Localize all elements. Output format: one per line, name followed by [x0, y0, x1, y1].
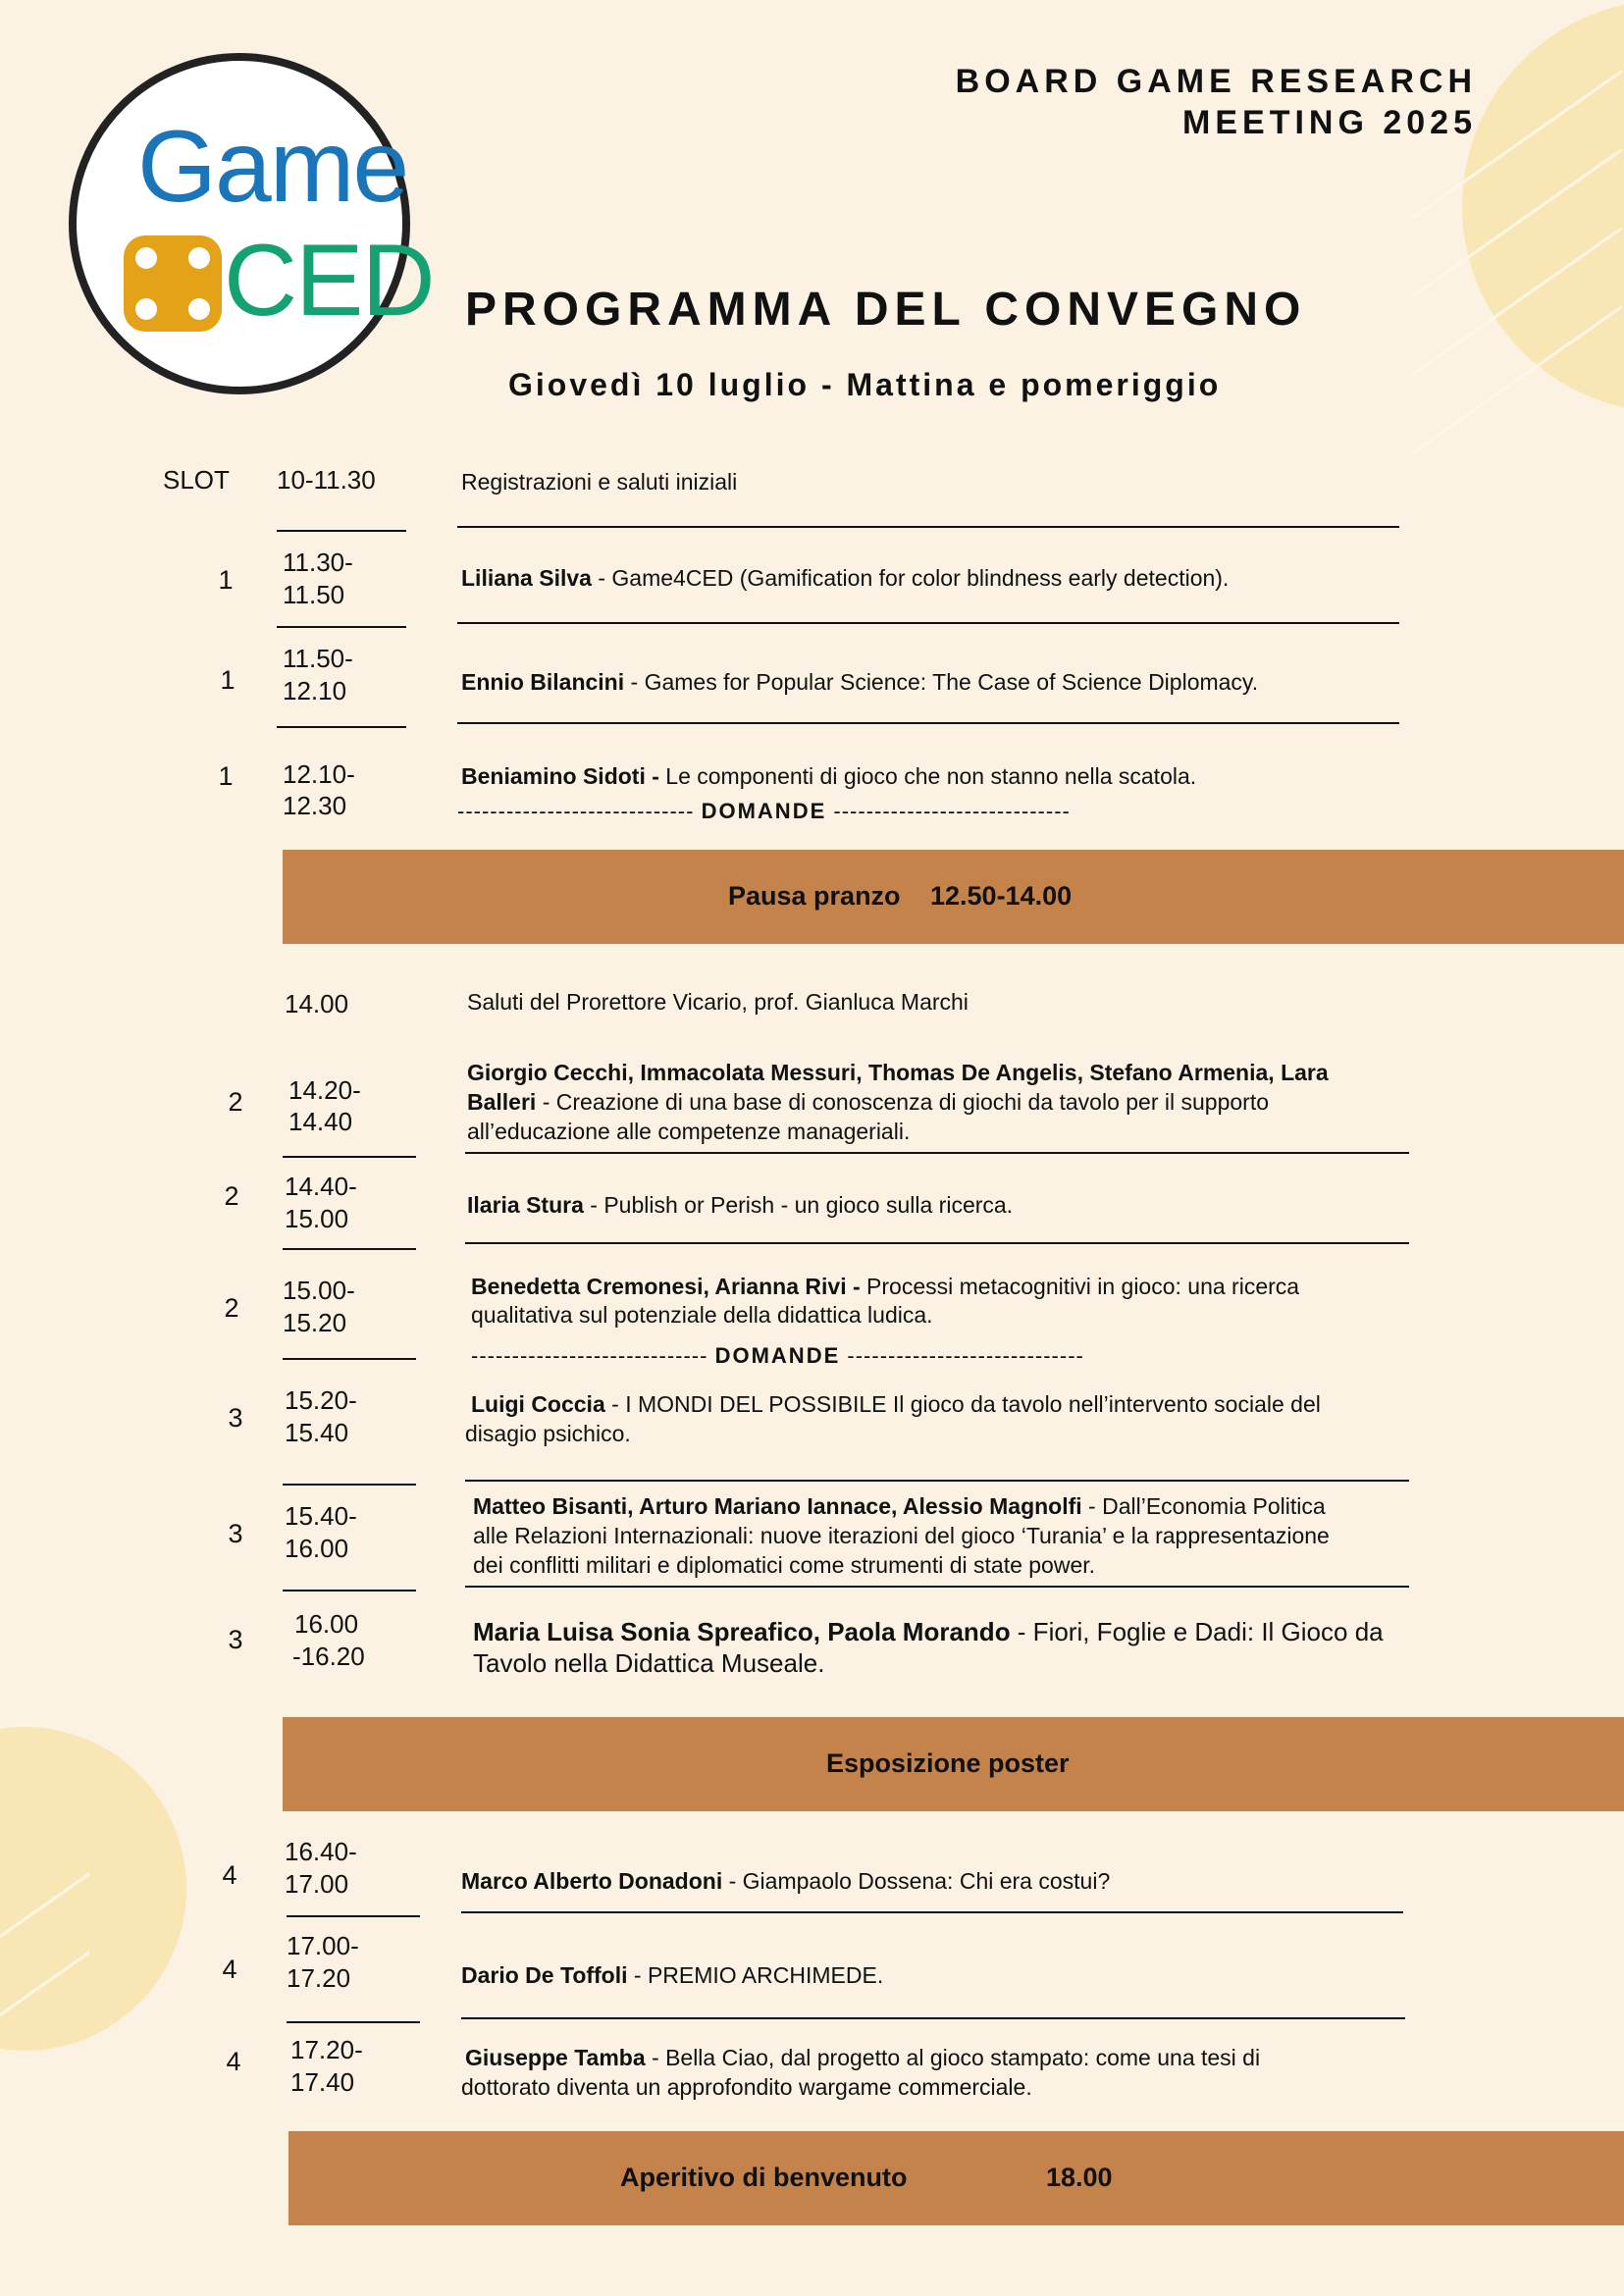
game4ced-logo	[69, 53, 434, 394]
divider	[457, 622, 1399, 624]
talk-author: Maria Luisa Sonia Spreafico, Paola Morando	[473, 1617, 1011, 1646]
talk-title-cont: dei conflitti militari e diplomatici come strumenti di state power.	[473, 1552, 1096, 1578]
talk-title: - Creazione di una base di conoscenza di giochi da tavolo per il supporto	[536, 1089, 1270, 1115]
talk-entry	[461, 1960, 883, 1990]
talk-entry	[461, 761, 1196, 791]
talk-entry	[471, 1389, 1321, 1419]
time-end: 16.00	[285, 1534, 349, 1563]
dashes: -----------------------------	[457, 799, 695, 823]
talk-title: Processi metacognitivi in gioco: una ricerca	[866, 1274, 1300, 1299]
talk-author: Giorgio Cecchi, Immacolata Messuri, Thomas De Angelis, Stefano Armenia, Lara	[467, 1060, 1329, 1085]
logo-word-ced: CED	[224, 224, 434, 338]
slot-number: 3	[228, 1625, 243, 1654]
talk-title: - Fiori, Foglie e Dadi: Il Gioco da	[1010, 1617, 1384, 1646]
talk-author: Ilaria Stura	[467, 1192, 584, 1218]
time-start: 14.40-	[285, 1172, 357, 1201]
talk-author: Ennio Bilancini	[461, 669, 625, 695]
dice-icon	[124, 235, 222, 332]
time: 14.00	[285, 989, 349, 1018]
divider	[465, 1152, 1409, 1154]
conference-line-1: BOARD GAME RESEARCH	[955, 63, 1477, 100]
divider	[457, 526, 1399, 528]
talk-title: - I MONDI DEL POSSIBILE Il gioco da tavolo nell’intervento sociale del	[604, 1391, 1321, 1417]
talk-title: - Game4CED (Gamification for color blindness early detection).	[591, 565, 1230, 591]
slot-number: 2	[224, 1181, 239, 1211]
talk-entry	[473, 1615, 1384, 1648]
talk-title-cont: Tavolo nella Didattica Museale.	[473, 1648, 825, 1678]
time-end: 11.50	[283, 580, 345, 609]
talk-title: - Giampaolo Dossena: Chi era costui?	[722, 1868, 1111, 1894]
aperitivo-time: 18.00	[1046, 2163, 1113, 2192]
talk-entry	[461, 1866, 1110, 1896]
talk-title: - Dall’Economia Politica	[1081, 1493, 1326, 1519]
program-subtitle: Giovedì 10 luglio - Mattina e pomeriggio	[508, 367, 1222, 402]
time-end: 15.40	[285, 1418, 349, 1447]
slot-number: 4	[226, 2047, 241, 2076]
divider	[461, 1911, 1403, 1913]
slot-number: 1	[220, 665, 236, 695]
time-start: 17.20-	[290, 2035, 363, 2064]
dashes: -----------------------------	[833, 799, 1071, 823]
talk-title: - Bella Ciao, dal progetto al gioco stampato: come una tesi di	[645, 2045, 1261, 2070]
talk-entry	[461, 563, 1229, 593]
talk-title: - Publish or Perish - un gioco sulla ricerca.	[583, 1192, 1014, 1218]
lunch-label: Pausa pranzo	[728, 881, 901, 911]
divider	[287, 1915, 420, 1917]
talk-title: Le componenti di gioco che non stanno nella scatola.	[665, 763, 1197, 789]
questions-separator	[457, 799, 1071, 824]
poster-session-band	[283, 1717, 1624, 1811]
slot-number: 3	[228, 1403, 243, 1433]
time-end: 15.20	[283, 1308, 347, 1337]
aperitivo-label: Aperitivo di benvenuto	[620, 2163, 908, 2192]
divider	[465, 1586, 1409, 1588]
time-start: 14.20-	[288, 1075, 361, 1105]
time-end: 17.00	[285, 1869, 349, 1899]
lunch-break-band	[283, 850, 1624, 944]
talk-author: Liliana Silva	[461, 565, 592, 591]
time-start: 17.00-	[287, 1931, 359, 1960]
program-title: PROGRAMMA DEL CONVEGNO	[465, 284, 1307, 336]
slot-number: 1	[218, 565, 234, 595]
talk-authors	[467, 1058, 1329, 1087]
time-end: 14.40	[288, 1107, 353, 1136]
slot-number: 2	[224, 1293, 239, 1323]
divider	[283, 1590, 416, 1592]
divider	[277, 726, 406, 728]
divider	[287, 2021, 420, 2023]
divider	[277, 530, 406, 532]
time-end: 17.40	[290, 2067, 355, 2097]
talk-title-cont: alle Relazioni Internazionali: nuove iterazioni del gioco ‘Turania’ e la rappresentazione	[473, 1523, 1330, 1548]
time-end: 12.10	[283, 676, 347, 705]
talk-author: Matteo Bisanti, Arturo Mariano Iannace, Alessio Magnolfi	[473, 1493, 1082, 1519]
talk-title-cont: disagio psichico.	[465, 1421, 631, 1446]
time-start: 12.10-	[283, 759, 355, 789]
talk-entry	[473, 1491, 1326, 1521]
talk-entry	[461, 667, 1258, 697]
poster-label: Esposizione poster	[826, 1748, 1070, 1778]
time-start: 15.20-	[285, 1385, 357, 1415]
slot-number: 1	[218, 761, 234, 791]
slot-number: 4	[222, 1955, 237, 1984]
talk-author: Dario De Toffoli	[461, 1962, 628, 1988]
talk-entry	[467, 1190, 1013, 1220]
talk-title-cont: all’educazione alle competenze manageriali.	[467, 1119, 911, 1144]
talk-title-cont: qualitativa sul potenziale della didattica ludica.	[471, 1302, 933, 1328]
slot-number: 4	[222, 1860, 237, 1890]
time-start: 16.40-	[285, 1837, 357, 1866]
aperitivo-band	[288, 2131, 1624, 2225]
dashes: -----------------------------	[471, 1343, 708, 1368]
talk-entry	[465, 2043, 1260, 2072]
slot-number: 2	[228, 1087, 243, 1117]
time-start: 16.00	[294, 1609, 359, 1639]
divider	[277, 626, 406, 628]
talk-author: Benedetta Cremonesi, Arianna Rivi -	[471, 1274, 867, 1299]
logo-word-game: Game	[137, 110, 408, 224]
questions-label: DOMANDE	[701, 799, 827, 823]
talk-entry	[467, 1087, 1269, 1117]
talk-entry	[471, 1272, 1299, 1301]
divider	[465, 1242, 1409, 1244]
talk-author: Beniamino Sidoti -	[461, 763, 666, 789]
divider	[465, 1480, 1409, 1482]
time-end: 15.00	[285, 1204, 349, 1233]
questions-label: DOMANDE	[714, 1343, 841, 1368]
time-end: 17.20	[287, 1963, 351, 1993]
divider	[461, 2017, 1405, 2019]
welcome-text: Saluti del Prorettore Vicario, prof. Gianluca Marchi	[467, 989, 969, 1015]
time-end: 12.30	[283, 791, 347, 820]
time-end: -16.20	[292, 1642, 365, 1671]
time-start: 11.50-	[283, 644, 353, 673]
questions-separator	[471, 1343, 1084, 1369]
time-start: 15.00-	[283, 1276, 355, 1305]
divider	[457, 722, 1399, 724]
divider	[283, 1248, 416, 1250]
time-start: 15.40-	[285, 1501, 357, 1531]
slot-column-header: SLOT	[163, 465, 230, 495]
talk-title: - PREMIO ARCHIMEDE.	[627, 1962, 884, 1988]
talk-title-cont: dottorato diventa un approfondito wargame commerciale.	[461, 2074, 1032, 2100]
divider	[283, 1156, 416, 1158]
talk-title: - Games for Popular Science: The Case of Science Diplomacy.	[624, 669, 1259, 695]
lunch-time: 12.50-14.00	[930, 881, 1073, 911]
conference-line-2: MEETING 2025	[1182, 104, 1477, 141]
talk-author: Giuseppe Tamba	[465, 2045, 646, 2070]
conference-name	[956, 61, 1477, 143]
talk-author: Balleri	[467, 1089, 537, 1115]
slot-number: 3	[228, 1519, 243, 1548]
dashes: -----------------------------	[847, 1343, 1084, 1368]
talk-author: Marco Alberto Donadoni	[461, 1868, 723, 1894]
talk-author: Luigi Coccia	[471, 1391, 605, 1417]
time: 10-11.30	[277, 465, 376, 495]
decor-circle-bottom-left	[0, 1727, 186, 2051]
intro-text: Registrazioni e saluti iniziali	[461, 469, 738, 495]
divider	[283, 1358, 416, 1360]
divider	[283, 1484, 416, 1486]
time-start: 11.30-	[283, 548, 353, 577]
